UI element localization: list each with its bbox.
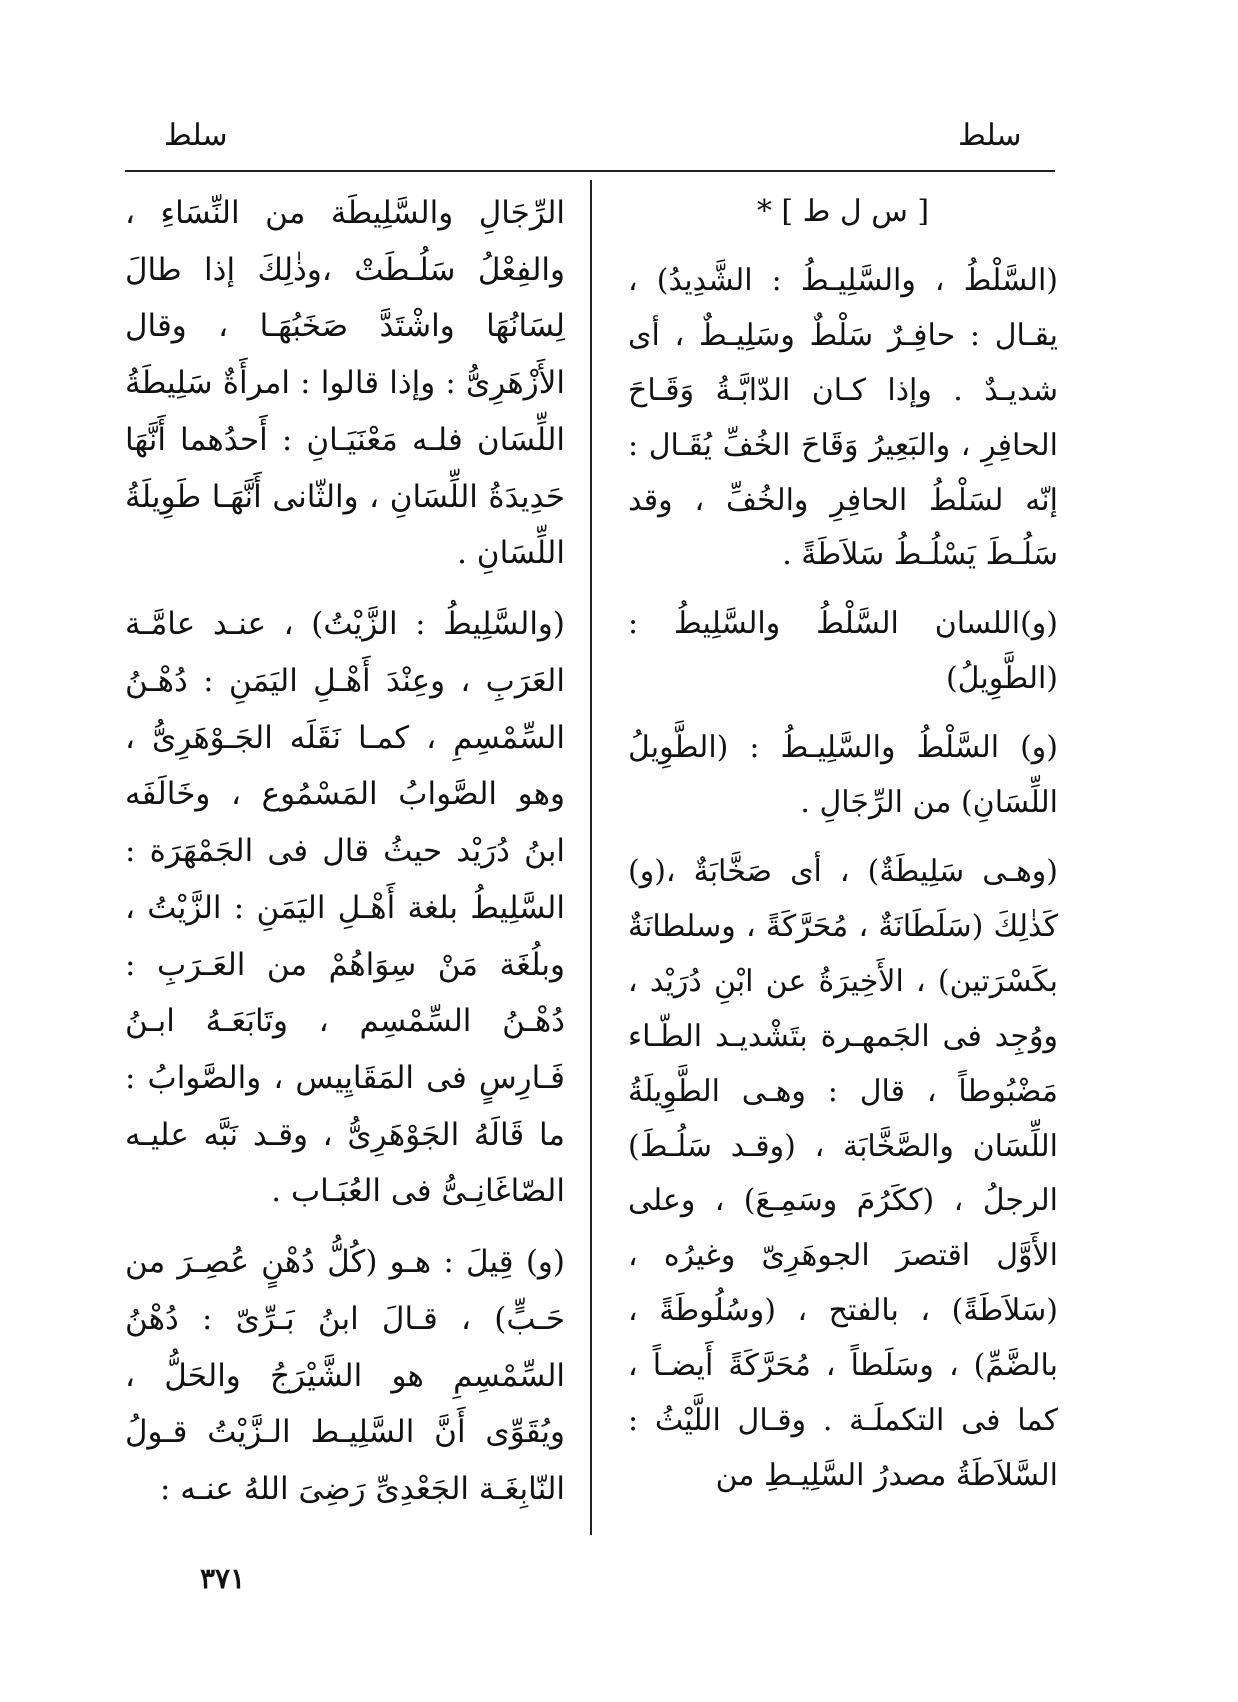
column-divider [590,180,592,1535]
paragraph: الرِّجَالِ والسَّلِيطَة من النِّسَاءِ ، والفِعْلُ سَلُـطَتْ ،وذٰلِكَ إذا طالَ لِسَانُهَا واشْتَدَّ صَخَبُهَـا ، وقال الأَزْهَرِىُّ : وإذا قالوا : امرأَةٌ سَلِيطَةُ اللِّسَان فلـه مَعْنَيَـانِ : أَحدُهما أَنَّهَا حَدِيدَةُ اللِّسَانِ ، والثّانى أَنَّهَـا طَوِيلَةُ اللِّسَانِ . [125,195,565,572]
paragraph: (و) السَّلْطُ والسَّلِيـطُ : (الطَّوِيلُ اللِّسَانِ) من الرِّجَالِ . [628,730,1058,821]
paragraph: (و)اللسان السَّلْطُ والسَّلِيطُ : (الطَّوِيلُ) [628,606,1058,697]
header-root-word-right: سلط [958,118,1022,153]
paragraph: (والسَّلِيطُ : الزَّيْتُ) ، عنـد عامَّـة العَرَبِ ، وعِنْدَ أَهْـلِ اليَمَنِ : دُهْـنُ السِّمْسِمِ ، كمـا نَقَلَه الجَـوْهَرِىُّ ، وهو الصَّوابُ المَسْمُوع ، وخَالَفَه ابنُ دُرَيْد حيثُ قال فى الجَمْهَرَة : السَّلِيطُ بلغة أَهْـلِ اليَمَنِ : الزَّيْتُ ، وبلُغَة مَنْ سِوَاهُمْ من العَـرَبِ : دُهْـنُ السِّمْسِم ، وتَابَعَـهُ ابـنُ فَـارِسٍ فى المَقَايِيس ، والصَّوابُ : ما قَالَهُ الجَوْهَرِىُّ ، وقـد نَبَّه عليـه الصّاغَانِـىُّ فى العُبَـاب . [125,606,565,1210]
header-rule [125,170,1055,172]
header-root-word-left: سلط [164,118,228,153]
entry-heading: [ س ل ط ] * [756,194,930,229]
page-number: ٣٧١ [200,1562,246,1595]
left-column [125,185,565,1532]
paragraph: (السَّلْطُ ، والسَّلِيـطُ : الشَّدِيدُ) ، يقـال : حافِـرٌ سَلْطٌ وسَلِيـطٌ ، أى شديـدٌ . وإذا كـان الدّابَّـةُ وَقَـاحَ الحافِرِ ، والبَعِيرُ وَقَاحَ الخُفِّ يُقَـال : إنّه لسَلْطُ الحافِرِ والخُفِّ ، وقد سَلُـطَ يَسْلُـطُ سَلاَطَةً . [628,262,1058,573]
paragraph: (و) قِيلَ : هـو (كُلُّ دُهْنٍ عُصِـرَ من حَـبٍّ) ، قـالَ ابنُ بَـرِّىّ : دُهْنُ السِّمْسِمِ هو الشَّيْرَجُ والحَلُّ ، ويُقَوِّى أَنَّ السَّلِيـط الـزَّيْتُ قـولُ النّابِغَـة الجَعْدِىِّ رَضِىَ اللهُ عنـه : [125,1244,565,1508]
paragraph: (وهـى سَلِيطَةٌ) ، أى صَخَّابَةٌ ،(و) كَذٰلِكَ (سَلَطَانَةٌ ، مُحَرَّكَةً ، وسلطانَةٌ بكَسْرَتين) ، الأَخِيرَةُ عن ابْنِ دُرَيْد ، ووُجِد فى الجَمهـرة بتَشْديـد الطّـاء مَضْبُوطاً ، قال : وهـى الطَّوِيلَةُ اللِّسَان والصَّخَّابَة ، (وقـد سَلُـطَ) الرجلُ ، (ككَرُمَ وسَمِـعَ) ، وعلى الأَوَّل اقتصرَ الجوهَرِىّ وغيرُه ، (سَلاَطَةً) ، بالفتح ، (وسُلُوطَةً ، بالضَّمِّ) ، وسَلَطاً ، مُحَرَّكَةً أَيضـاً ، كما فى التكملَـة . وقـال اللَّيْثُ : السَّلاَطَةُ مصدرُ السَّلِيـطِ من [628,853,1058,1493]
right-column [628,185,1058,1518]
